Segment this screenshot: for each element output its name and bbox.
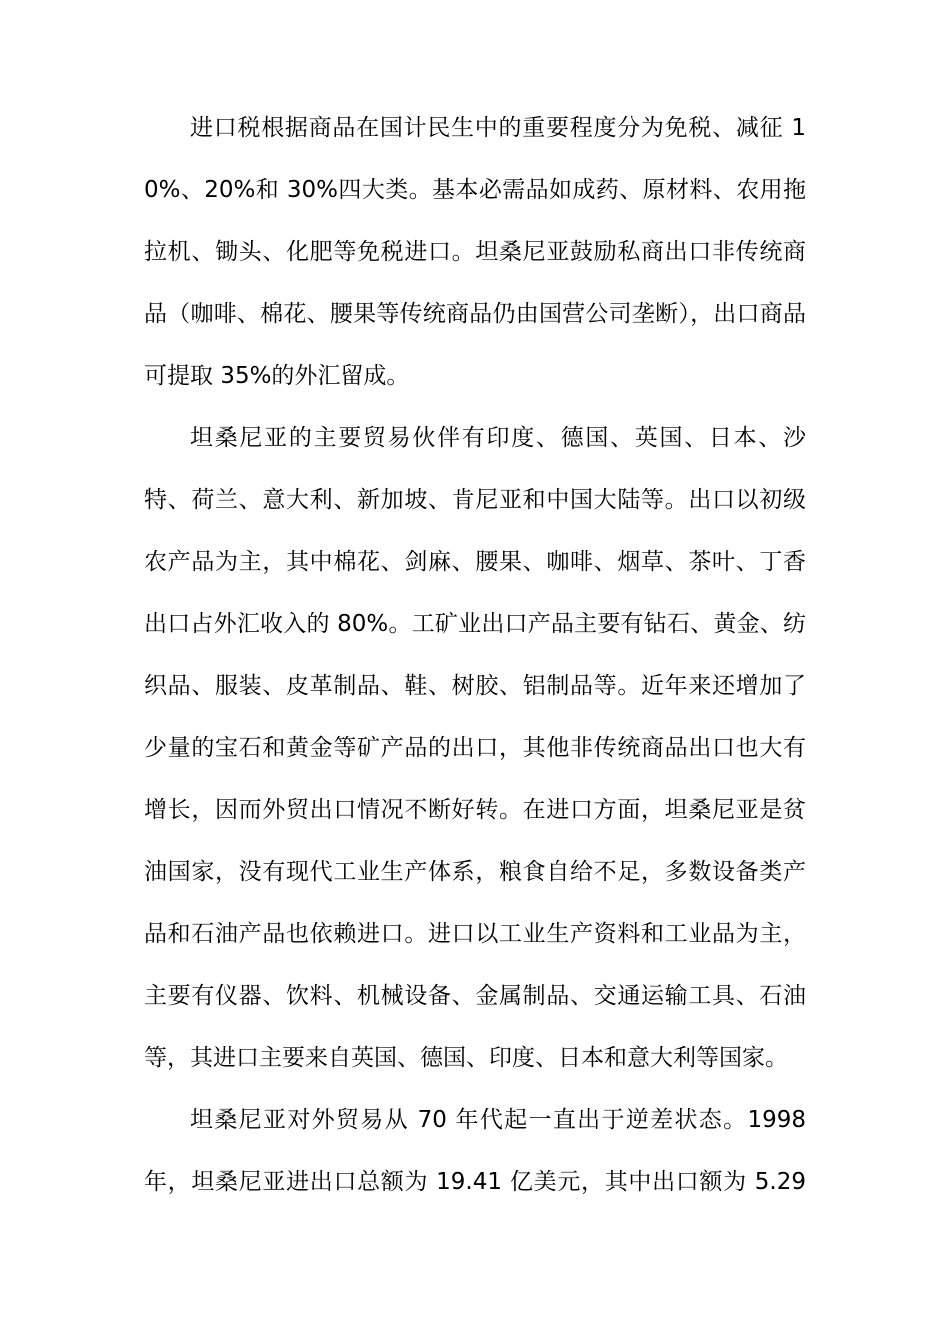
document-body — [144, 97, 806, 1213]
paragraph-import-tax: 进口税根据商品在国计民生中的重要程度分为免税、减征 10%、20%和 30%四大类。基本必需品如成药、原材料、农用拖拉机、锄头、化肥等免税进口。坦桑尼亚鼓励私商出口非传统商品（咖啡、棉花、腰果等传统商品仍由国营公司垄断），出口商品可提取 35%的外汇留成。 — [144, 115, 806, 389]
paragraph-trade-partners: 坦桑尼亚的主要贸易伙伴有印度、德国、英国、日本、沙特、荷兰、意大利、新加坡、肯尼亚和中国大陆等。出口以初级农产品为主，其中棉花、剑麻、腰果、咖啡、烟草、茶叶、丁香出口占外汇收入的 80%。工矿业出口产品主要有钻石、黄金、纺织品、服装、皮革制品、鞋、树胶、铝制品等。近年来还增加了少量的宝石和黄金等矿产品的出口，其他非传统商品出口也大有增长，因而外贸出口情况不断好转。在进口方面，坦桑尼亚是贫油国家，没有现代工业生产体系，粮食自给不足，多数设备类产品和石油产品也依赖进口。进口以工业生产资料和工业品为主，主要有仪器、饮料、机械设备、金属制品、交通运输工具、石油等，其进口主要来自英国、德国、印度、日本和意大利等国家。 — [144, 425, 806, 1071]
paragraph-trade-deficit: 坦桑尼亚对外贸易从 70 年代起一直出于逆差状态。1998 年，坦桑尼亚进出口总额为 19.41 亿美元，其中出口额为 5.29 — [144, 1107, 806, 1195]
